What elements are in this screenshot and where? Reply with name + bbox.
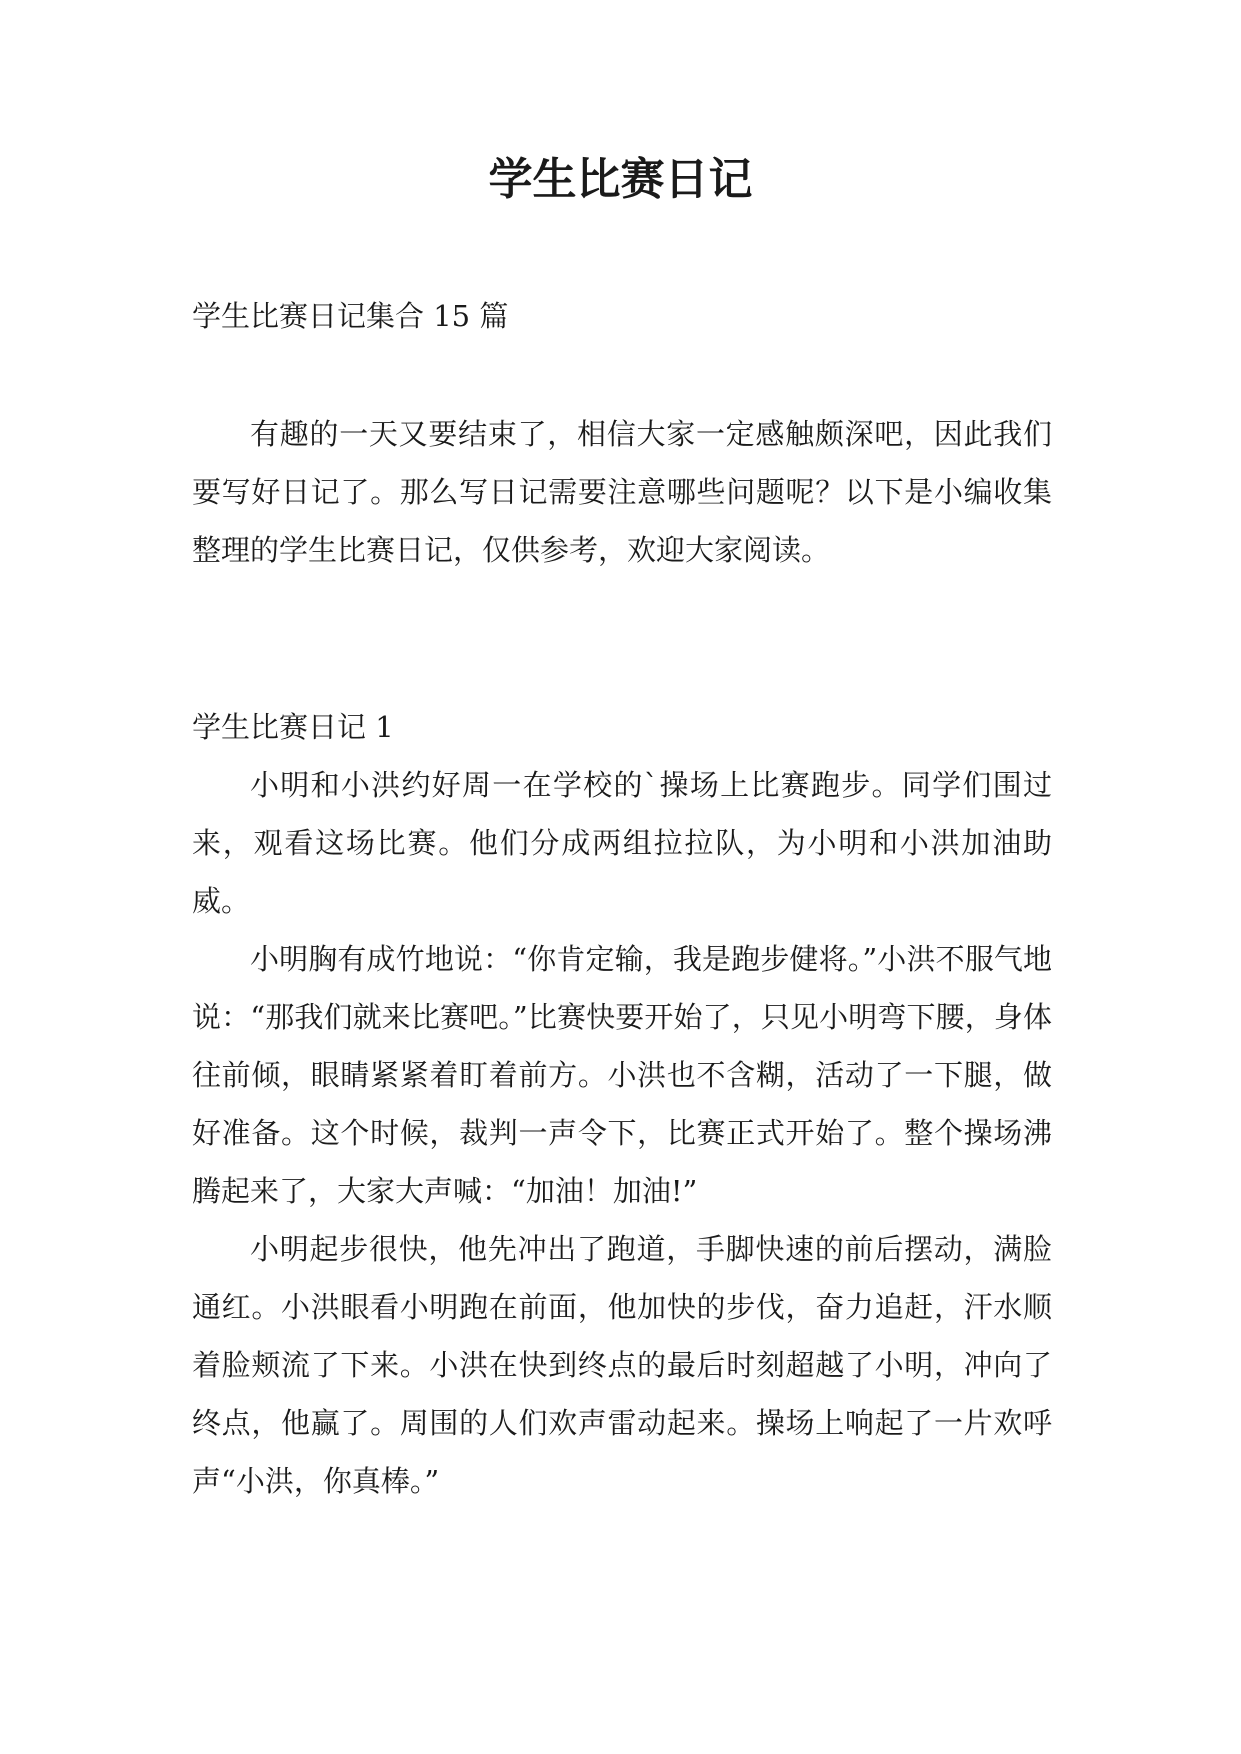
diary-section-1 xyxy=(192,698,1052,1510)
section-heading: 学生比赛日记 1 xyxy=(192,710,394,744)
body-paragraph: 小明起步很快，他先冲出了跑道，手脚快速的前后摆动，满脸通红。小洪眼看小明跑在前面，他加快的步伐，奋力追赶，汗水顺着脸颊流了下来。小洪在快到终点的最后时刻超越了小明，冲向了终点，他赢了。周围的人们欢声雷动起来。操场上响起了一片欢呼声“小洪，你真棒。” xyxy=(192,1232,1052,1498)
intro-paragraph: 有趣的一天又要结束了，相信大家一定感触颇深吧，因此我们要写好日记了。那么写日记需要注意哪些问题呢？以下是小编收集整理的学生比赛日记，仅供参考，欢迎大家阅读。 xyxy=(192,417,1052,567)
intro-block xyxy=(192,405,1052,579)
body-paragraph: 小明胸有成竹地说：“你肯定输，我是跑步健将。”小洪不服气地说：“那我们就来比赛吧。”比赛快要开始了，只见小明弯下腰，身体往前倾，眼睛紧紧着盯着前方。小洪也不含糊，活动了一下腿，做好准备。这个时候，裁判一声令下，比赛正式开始了。整个操场沸腾起来了，大家大声喊：“加油！加油!” xyxy=(192,942,1052,1208)
collection-subtitle: 学生比赛日记集合 15 篇 xyxy=(192,299,509,333)
body-paragraph: 小明和小洪约好周一在学校的`操场上比赛跑步。同学们围过来，观看这场比赛。他们分成两组拉拉队，为小明和小洪加油助威。 xyxy=(192,768,1052,918)
document-title: 学生比赛日记 xyxy=(488,154,753,205)
